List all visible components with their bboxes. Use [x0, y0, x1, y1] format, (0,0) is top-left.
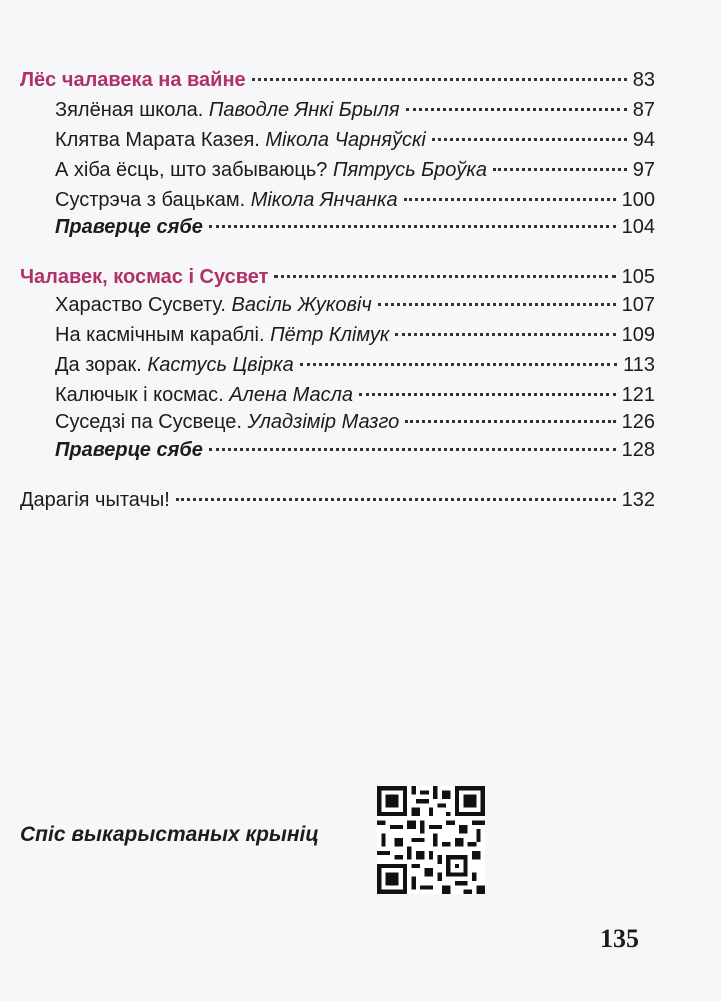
toc-entry-author: Пятрусь Броўка: [333, 159, 487, 181]
leader-dots: [176, 498, 616, 501]
qr-code-icon[interactable]: [377, 786, 485, 894]
toc-entry[interactable]: [55, 125, 655, 155]
leader-dots: [404, 198, 616, 201]
toc-check-yourself-2[interactable]: [55, 435, 655, 465]
toc-entry-label: Харaство Сусвету. Васіль Жуковіч: [55, 294, 372, 316]
toc-section-1[interactable]: [20, 65, 655, 95]
toc-entry-author: Мікола Янчанка: [250, 189, 398, 211]
toc-entry[interactable]: [55, 407, 655, 437]
leader-dots: [300, 363, 617, 366]
toc-section-1-page: 83: [632, 69, 655, 91]
toc-final-page: 132: [621, 489, 655, 511]
toc-entry-page: 121: [621, 384, 655, 406]
page-number: 135: [600, 924, 639, 953]
leader-dots: [395, 333, 615, 336]
leader-dots: [252, 78, 627, 81]
toc-section-2[interactable]: [20, 262, 655, 292]
leader-dots: [274, 275, 615, 278]
toc-section-1-title: Лёс чалавека на вайне: [20, 69, 246, 91]
toc-entry-page: 109: [621, 324, 655, 346]
toc-entry-page: 113: [623, 354, 655, 376]
toc-section-2-title: Чалавек, космас і Сусвет: [20, 266, 269, 288]
toc-entry-page: 107: [621, 294, 655, 316]
toc-check-label: Праверце сябе: [55, 439, 203, 461]
toc-check-yourself-1[interactable]: [55, 212, 655, 242]
toc-check-page: 128: [621, 439, 655, 461]
toc-entry-page: 126: [621, 411, 655, 433]
toc-check-label: Праверце сябе: [55, 216, 203, 238]
toc-entry-author: Кастусь Цвірка: [147, 354, 294, 376]
toc-section-2-page: 105: [621, 266, 655, 288]
toc-entry[interactable]: [55, 95, 655, 125]
toc-check-page: 104: [621, 216, 655, 238]
toc-entry[interactable]: [55, 320, 655, 350]
leader-dots: [209, 448, 616, 451]
toc-final-label: Дарагія чытачы!: [20, 489, 170, 511]
toc-entry-label: Калючык і космас. Алена Масла: [55, 384, 354, 406]
leader-dots: [359, 393, 616, 396]
toc-entry-author: Уладзімір Мазго: [247, 411, 400, 433]
toc-entry-label: Сустрэча з бацькам. Мікола Янчанка: [55, 189, 398, 211]
toc-entry-author: Васіль Жуковіч: [231, 294, 372, 316]
toc-entry-page: 100: [621, 189, 655, 211]
leader-dots: [209, 225, 616, 228]
toc-entry-page: 87: [632, 99, 655, 121]
leader-dots: [405, 420, 615, 423]
toc-entry[interactable]: [55, 155, 655, 185]
toc-entry-label: Да зорак. Кастусь Цвірка: [55, 354, 294, 376]
leader-dots: [406, 108, 627, 111]
toc-entry[interactable]: [55, 380, 655, 410]
toc-entry[interactable]: [55, 185, 655, 215]
toc-entry-author: Пётр Клімук: [270, 324, 390, 346]
toc-dear-readers[interactable]: [20, 485, 655, 515]
leader-dots: [432, 138, 627, 141]
leader-dots: [378, 303, 616, 306]
toc-entry-label: На касмічным караблі. Пётр Клімук: [55, 324, 390, 346]
toc-entry-label: Зялёная школа. Паводле Янкі Брыля: [55, 99, 400, 121]
toc-entry-label: А хіба ёсць, што забываюць? Пятрусь Броўка: [55, 159, 487, 181]
toc-entry-author: Мікола Чарняўскі: [265, 129, 426, 151]
toc-entry-author: Паводле Янкі Брыля: [208, 99, 400, 121]
toc-entry-page: 94: [632, 129, 655, 151]
toc-entry-author: Алена Масла: [229, 384, 354, 406]
leader-dots: [493, 168, 627, 171]
toc-entry-page: 97: [632, 159, 655, 181]
sources-list-title: Спіс выкарыстаных крыніц: [20, 823, 319, 846]
toc-entry[interactable]: [55, 290, 655, 320]
toc-entry[interactable]: [55, 350, 655, 380]
toc-entry-label: Суседзі па Сусвеце. Уладзімір Мазго: [55, 411, 400, 433]
toc-entry-label: Клятва Марата Казея. Мікола Чарняўскі: [55, 129, 426, 151]
